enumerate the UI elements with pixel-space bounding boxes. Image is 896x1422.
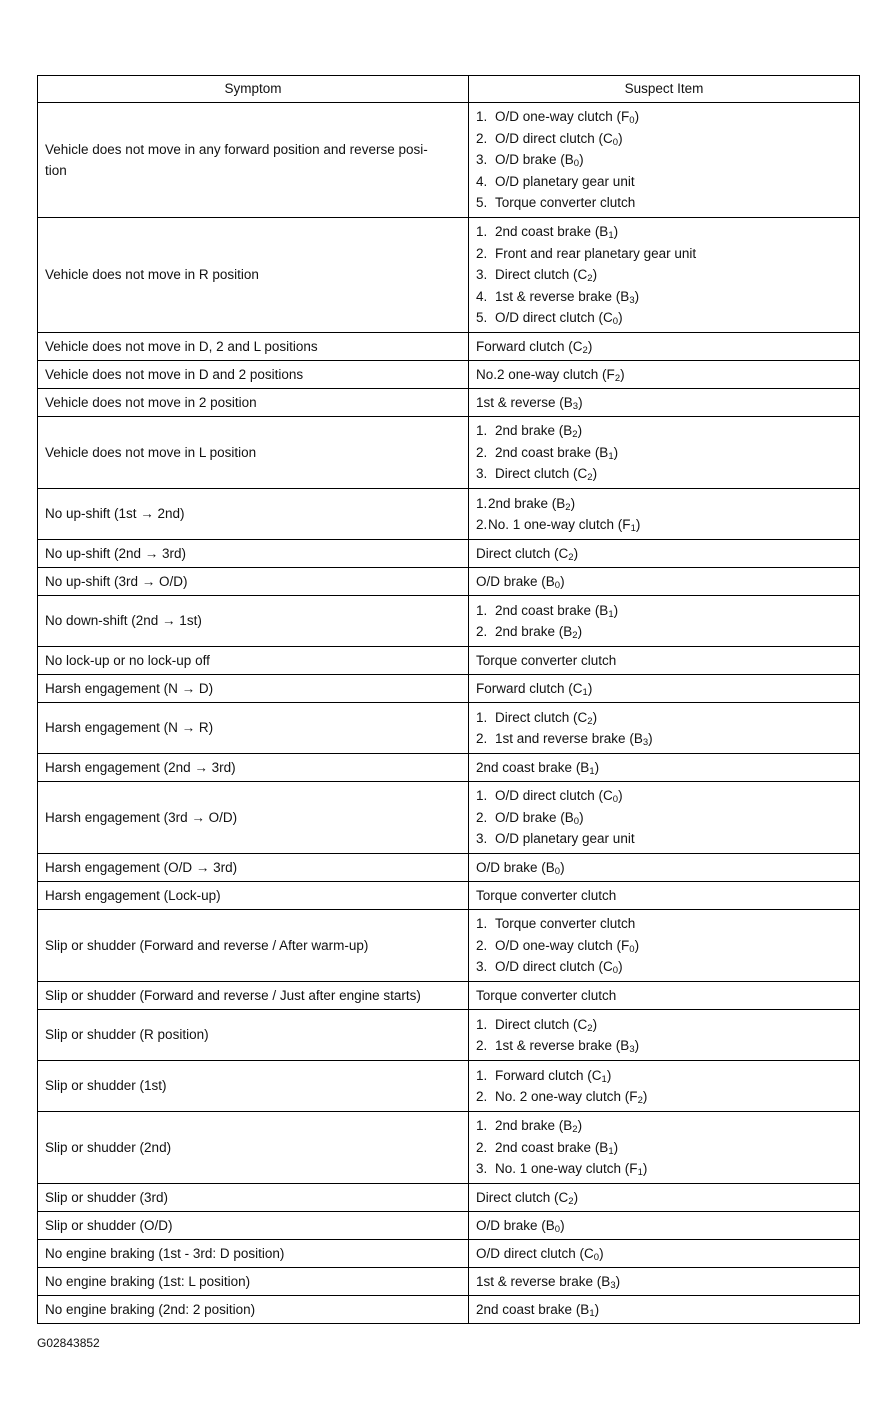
item-text: 2nd brake (B [495, 423, 573, 439]
item-number: 1. [476, 1016, 488, 1032]
suspect-cell [469, 1296, 860, 1324]
item-close: ) [642, 1089, 648, 1104]
suspect-item [476, 1065, 852, 1087]
suspect-item [476, 885, 852, 907]
item-subscript: 3 [642, 737, 649, 748]
item-subscript: 1 [601, 1073, 607, 1085]
table-row [38, 1061, 860, 1112]
item-subscript: 0 [612, 965, 619, 977]
item-number: 3. [476, 959, 488, 975]
item-text: 2nd brake (B [488, 495, 566, 511]
symptom-cell: Vehicle does not move in 2 position [38, 389, 469, 417]
symptom-cell: Vehicle does not move in L position [38, 417, 469, 489]
suspect-item [476, 728, 852, 750]
suspect-item [476, 1243, 852, 1265]
suspect-item [476, 1299, 852, 1321]
item-text: O/D brake (B [476, 859, 555, 875]
table-row [38, 389, 860, 417]
item-text: 1st & reverse (B [476, 394, 573, 410]
item-number: 4. [476, 173, 488, 189]
symptom-cell: Slip or shudder (2nd) [38, 1112, 469, 1184]
suspect-item [476, 264, 852, 286]
item-subscript: 2 [587, 273, 593, 285]
table-row [38, 1112, 860, 1184]
table-row [38, 782, 860, 854]
item-number: 3. [476, 152, 488, 168]
table-row [38, 1240, 860, 1268]
item-subscript: 1 [630, 523, 636, 534]
suspect-cell [469, 854, 860, 882]
item-text: 2nd coast brake (B [495, 1139, 609, 1155]
suspect-cell [469, 489, 860, 540]
item-text: Direct clutch (C [495, 267, 588, 283]
table-row [38, 568, 860, 596]
suspect-item [476, 785, 852, 807]
item-subscript: 2 [568, 551, 574, 563]
table-row [38, 417, 860, 489]
suspect-item [476, 514, 852, 536]
symptom-cell: Harsh engagement (N → D) [38, 675, 469, 703]
item-text: No. 1 one-way clutch (F [495, 1161, 638, 1177]
suspect-cell [469, 982, 860, 1010]
symptom-cell: No up-shift (1st → 2nd) [38, 489, 469, 540]
suspect-item [476, 1014, 852, 1036]
suspect-item [476, 364, 852, 386]
item-number: 2. [476, 731, 488, 746]
item-subscript: 0 [554, 579, 561, 591]
suspect-item [476, 106, 852, 128]
item-number: 1. [476, 916, 488, 932]
table-row [38, 1296, 860, 1324]
item-number: 1. [476, 495, 488, 511]
item-subscript: 1 [608, 450, 614, 462]
suspect-item [476, 392, 852, 414]
table-header-row [38, 76, 860, 103]
item-subscript: 0 [573, 815, 580, 827]
item-text: Torque converter clutch [476, 887, 617, 903]
item-text: Forward clutch (C [476, 338, 583, 354]
item-text: 1st and reverse brake (B [495, 731, 643, 746]
item-close: ) [635, 517, 641, 532]
item-close: ) [570, 495, 576, 511]
suspect-cell [469, 333, 860, 361]
symptom-cell: No lock-up or no lock-up off [38, 647, 469, 675]
suspect-item [476, 935, 852, 957]
item-text: 2nd brake (B [495, 624, 573, 639]
item-text: O/D direct clutch (C [495, 130, 613, 146]
item-text: 2nd coast brake (B [495, 224, 609, 240]
suspect-item [476, 243, 852, 265]
suspect-item [476, 493, 852, 515]
symptom-cell: Slip or shudder (Forward and reverse / After warm-up) [38, 910, 469, 982]
item-number: 2. [476, 130, 488, 146]
item-close: ) [577, 624, 583, 639]
suspect-item [476, 621, 852, 643]
table-row [38, 103, 860, 218]
item-subscript: 2 [572, 429, 578, 441]
suspect-cell [469, 1268, 860, 1296]
symptom-cell: Harsh engagement (3rd → O/D) [38, 782, 469, 854]
item-close: ) [618, 130, 623, 146]
item-text: No. 1 one-way clutch (F [488, 517, 631, 532]
item-text: 1st & reverse brake (B [476, 1273, 611, 1289]
table-row [38, 647, 860, 675]
item-text: Direct clutch (C [495, 466, 588, 482]
item-number: 2. [476, 245, 488, 261]
suspect-cell [469, 703, 860, 754]
item-number: 3. [476, 466, 488, 482]
item-number: 5. [476, 195, 488, 211]
item-close: ) [613, 602, 619, 618]
suspect-item [476, 420, 852, 442]
table-row [38, 1184, 860, 1212]
suspect-item [476, 571, 852, 593]
item-text: O/D one-way clutch (F [495, 109, 630, 125]
symptom-cell: No engine braking (2nd: 2 position) [38, 1296, 469, 1324]
suspect-item [476, 1115, 852, 1137]
item-text: Torque converter clutch [495, 916, 636, 932]
suspect-item [476, 857, 852, 879]
item-number: 1. [476, 224, 488, 240]
suspect-item [476, 1137, 852, 1159]
suspect-item [476, 1215, 852, 1237]
suspect-item [476, 1158, 852, 1180]
table-row [38, 218, 860, 333]
item-number: 2. [476, 444, 488, 460]
item-close: ) [560, 1217, 565, 1233]
item-subscript: 1 [589, 1307, 595, 1319]
item-close: ) [634, 109, 640, 125]
item-close: ) [618, 310, 623, 326]
item-number: 4. [476, 288, 488, 304]
item-close: ) [579, 809, 584, 825]
item-text: No.2 one-way clutch (F [476, 366, 615, 382]
item-close: ) [578, 394, 583, 410]
symptom-cell: Vehicle does not move in R position [38, 218, 469, 333]
suspect-item [476, 286, 852, 308]
item-subscript: 1 [589, 765, 595, 777]
item-subscript: 0 [612, 136, 619, 148]
item-subscript: 1 [608, 230, 614, 242]
table-row [38, 910, 860, 982]
suspect-item [476, 192, 852, 214]
suspect-cell [469, 1240, 860, 1268]
item-subscript: 2 [587, 715, 593, 727]
table-row [38, 596, 860, 647]
table-row [38, 361, 860, 389]
item-subscript: 0 [593, 1251, 600, 1263]
figure-id: G02843852 [37, 1336, 100, 1350]
item-subscript: 2 [565, 501, 571, 513]
table-row [38, 754, 860, 782]
item-subscript: 2 [572, 630, 578, 641]
item-close: ) [648, 731, 653, 746]
item-subscript: 0 [629, 943, 635, 955]
suspect-item [476, 336, 852, 358]
item-subscript: 3 [610, 1279, 616, 1291]
table-row [38, 540, 860, 568]
item-close: ) [613, 1139, 619, 1155]
item-text: Front and rear planetary gear unit [495, 245, 697, 261]
table-row [38, 882, 860, 910]
suspect-item [476, 442, 852, 464]
item-text: O/D direct clutch (C [495, 310, 613, 326]
suspect-item [476, 1271, 852, 1293]
symptom-cell: No engine braking (1st: L position) [38, 1268, 469, 1296]
item-subscript: 0 [612, 794, 619, 806]
table-row [38, 1212, 860, 1240]
item-subscript: 3 [629, 294, 635, 306]
item-close: ) [613, 444, 619, 460]
item-subscript: 2 [587, 472, 593, 484]
suspect-cell [469, 389, 860, 417]
symptom-cell: No engine braking (1st - 3rd: D position) [38, 1240, 469, 1268]
item-number: 2. [476, 937, 488, 953]
table-row [38, 854, 860, 882]
item-text: O/D direct clutch (C [476, 1245, 594, 1261]
item-number: 2. [476, 517, 488, 532]
header-suspect-item: Suspect Item [469, 76, 860, 103]
item-close: ) [620, 366, 625, 382]
table-row [38, 333, 860, 361]
item-close: ) [592, 709, 598, 725]
suspect-cell [469, 782, 860, 854]
item-subscript: 0 [573, 158, 580, 170]
suspect-item [476, 543, 852, 565]
suspect-cell [469, 1061, 860, 1112]
item-number: 3. [476, 1161, 488, 1177]
item-close: ) [573, 545, 579, 561]
symptom-cell: Vehicle does not move in D, 2 and L positions [38, 333, 469, 361]
item-subscript: 2 [572, 1124, 578, 1136]
suspect-cell [469, 361, 860, 389]
suspect-cell [469, 910, 860, 982]
symptom-cell: Vehicle does not move in D and 2 positions [38, 361, 469, 389]
item-close: ) [615, 1273, 621, 1289]
suspect-cell [469, 675, 860, 703]
item-close: ) [618, 959, 623, 975]
symptom-cell: Harsh engagement (Lock-up) [38, 882, 469, 910]
item-subscript: 1 [608, 1145, 614, 1157]
suspect-item [476, 128, 852, 150]
suspect-item [476, 807, 852, 829]
table-row [38, 982, 860, 1010]
symptom-cell: Vehicle does not move in any forward position and reverse posi- tion [38, 103, 469, 218]
item-close: ) [560, 573, 565, 589]
item-number: 2. [476, 1139, 488, 1155]
item-text: Direct clutch (C [476, 1189, 569, 1205]
suspect-item [476, 149, 852, 171]
item-text: 1st & reverse brake (B [495, 288, 630, 304]
suspect-item [476, 171, 852, 193]
item-close: ) [606, 1067, 612, 1083]
item-number: 1. [476, 1067, 488, 1083]
table-body [38, 103, 860, 1324]
table-row [38, 489, 860, 540]
suspect-item [476, 913, 852, 935]
item-subscript: 0 [554, 865, 561, 877]
item-close: ) [573, 1189, 579, 1205]
suspect-item [476, 956, 852, 978]
item-text: O/D brake (B [495, 152, 574, 168]
item-number: 1. [476, 1118, 488, 1134]
symptom-cell: Harsh engagement (N → R) [38, 703, 469, 754]
item-close: ) [579, 152, 584, 168]
table-row [38, 1010, 860, 1061]
item-number: 2. [476, 1089, 488, 1104]
suspect-item [476, 678, 852, 700]
item-close: ) [592, 267, 598, 283]
item-close: ) [634, 288, 640, 304]
suspect-cell [469, 103, 860, 218]
suspect-item [476, 1187, 852, 1209]
item-number: 1. [476, 423, 488, 439]
item-close: ) [618, 788, 623, 804]
suspect-cell [469, 1010, 860, 1061]
item-number: 1. [476, 709, 488, 725]
item-number: 1. [476, 788, 488, 804]
table-row [38, 675, 860, 703]
suspect-cell [469, 540, 860, 568]
item-close: ) [577, 1118, 583, 1134]
item-subscript: 2 [587, 1022, 593, 1034]
item-text: Direct clutch (C [476, 545, 569, 561]
suspect-item [476, 828, 852, 850]
table-row [38, 1268, 860, 1296]
item-text: No. 2 one-way clutch (F [495, 1089, 638, 1104]
item-text: O/D brake (B [476, 573, 555, 589]
item-close: ) [592, 1016, 598, 1032]
item-text: Direct clutch (C [495, 1016, 588, 1032]
header-symptom: Symptom [38, 76, 469, 103]
symptom-cell: Harsh engagement (2nd → 3rd) [38, 754, 469, 782]
item-close: ) [642, 1161, 648, 1177]
item-number: 2. [476, 624, 488, 639]
suspect-cell [469, 417, 860, 489]
item-number: 2. [476, 809, 488, 825]
item-text: O/D planetary gear unit [495, 173, 635, 189]
symptom-table [37, 75, 860, 1324]
item-text: Torque converter clutch [476, 652, 617, 668]
item-subscript: 2 [637, 1095, 643, 1106]
suspect-cell [469, 882, 860, 910]
item-close: ) [577, 423, 583, 439]
suspect-item [476, 1035, 852, 1057]
symptom-cell: Slip or shudder (R position) [38, 1010, 469, 1061]
item-subscript: 1 [608, 608, 614, 620]
item-text: O/D direct clutch (C [495, 959, 613, 975]
item-number: 1. [476, 602, 488, 618]
symptom-cell: Slip or shudder (O/D) [38, 1212, 469, 1240]
symptom-cell: Slip or shudder (Forward and reverse / Just after engine starts) [38, 982, 469, 1010]
suspect-item [476, 707, 852, 729]
item-text: Forward clutch (C [495, 1067, 602, 1083]
item-text: 1st & reverse brake (B [495, 1038, 630, 1053]
item-text: O/D brake (B [476, 1217, 555, 1233]
item-number: 1. [476, 109, 488, 125]
item-text: O/D planetary gear unit [495, 831, 635, 847]
item-close: ) [594, 1301, 600, 1317]
item-close: ) [613, 224, 619, 240]
suspect-item [476, 985, 852, 1007]
item-close: ) [594, 759, 600, 775]
suspect-item [476, 307, 852, 329]
item-text: 2nd coast brake (B [476, 759, 590, 775]
symptom-cell: Harsh engagement (O/D → 3rd) [38, 854, 469, 882]
item-text: 2nd coast brake (B [495, 602, 609, 618]
item-close: ) [599, 1245, 604, 1261]
suspect-cell [469, 218, 860, 333]
suspect-item [476, 463, 852, 485]
suspect-cell [469, 754, 860, 782]
item-text: 2nd coast brake (B [476, 1301, 590, 1317]
suspect-cell [469, 596, 860, 647]
item-text: Direct clutch (C [495, 709, 588, 725]
item-text: O/D one-way clutch (F [495, 937, 630, 953]
item-text: Forward clutch (C [476, 680, 583, 696]
suspect-item [476, 221, 852, 243]
item-text: O/D brake (B [495, 809, 574, 825]
item-subscript: 2 [582, 344, 588, 356]
symptom-cell: No up-shift (3rd → O/D) [38, 568, 469, 596]
item-text: Torque converter clutch [476, 987, 617, 1003]
item-close: ) [587, 338, 593, 354]
suspect-cell [469, 1212, 860, 1240]
suspect-cell [469, 647, 860, 675]
item-subscript: 0 [612, 316, 619, 328]
symptom-cell: No down-shift (2nd → 1st) [38, 596, 469, 647]
suspect-item [476, 757, 852, 779]
item-close: ) [560, 859, 565, 875]
item-number: 3. [476, 267, 488, 283]
item-subscript: 2 [614, 372, 621, 384]
item-close: ) [587, 680, 593, 696]
suspect-item [476, 650, 852, 672]
item-close: ) [634, 937, 640, 953]
item-subscript: 3 [629, 1044, 635, 1055]
item-number: 5. [476, 310, 488, 326]
suspect-item [476, 600, 852, 622]
suspect-cell [469, 568, 860, 596]
item-text: O/D direct clutch (C [495, 788, 613, 804]
item-text: Torque converter clutch [495, 195, 636, 211]
symptom-cell: Slip or shudder (1st) [38, 1061, 469, 1112]
item-subscript: 2 [568, 1195, 574, 1207]
item-subscript: 1 [582, 686, 588, 698]
suspect-cell [469, 1112, 860, 1184]
item-text: 2nd brake (B [495, 1118, 573, 1134]
item-number: 2. [476, 1038, 488, 1053]
suspect-item [476, 1086, 852, 1108]
item-text: 2nd coast brake (B [495, 444, 609, 460]
item-subscript: 0 [629, 115, 635, 127]
table-row [38, 703, 860, 754]
suspect-cell [469, 1184, 860, 1212]
item-number: 3. [476, 831, 488, 847]
item-close: ) [592, 466, 598, 482]
item-close: ) [634, 1038, 640, 1053]
symptom-cell: Slip or shudder (3rd) [38, 1184, 469, 1212]
item-subscript: 0 [554, 1223, 561, 1235]
item-subscript: 1 [637, 1167, 643, 1179]
item-subscript: 3 [572, 400, 579, 412]
symptom-cell: No up-shift (2nd → 3rd) [38, 540, 469, 568]
